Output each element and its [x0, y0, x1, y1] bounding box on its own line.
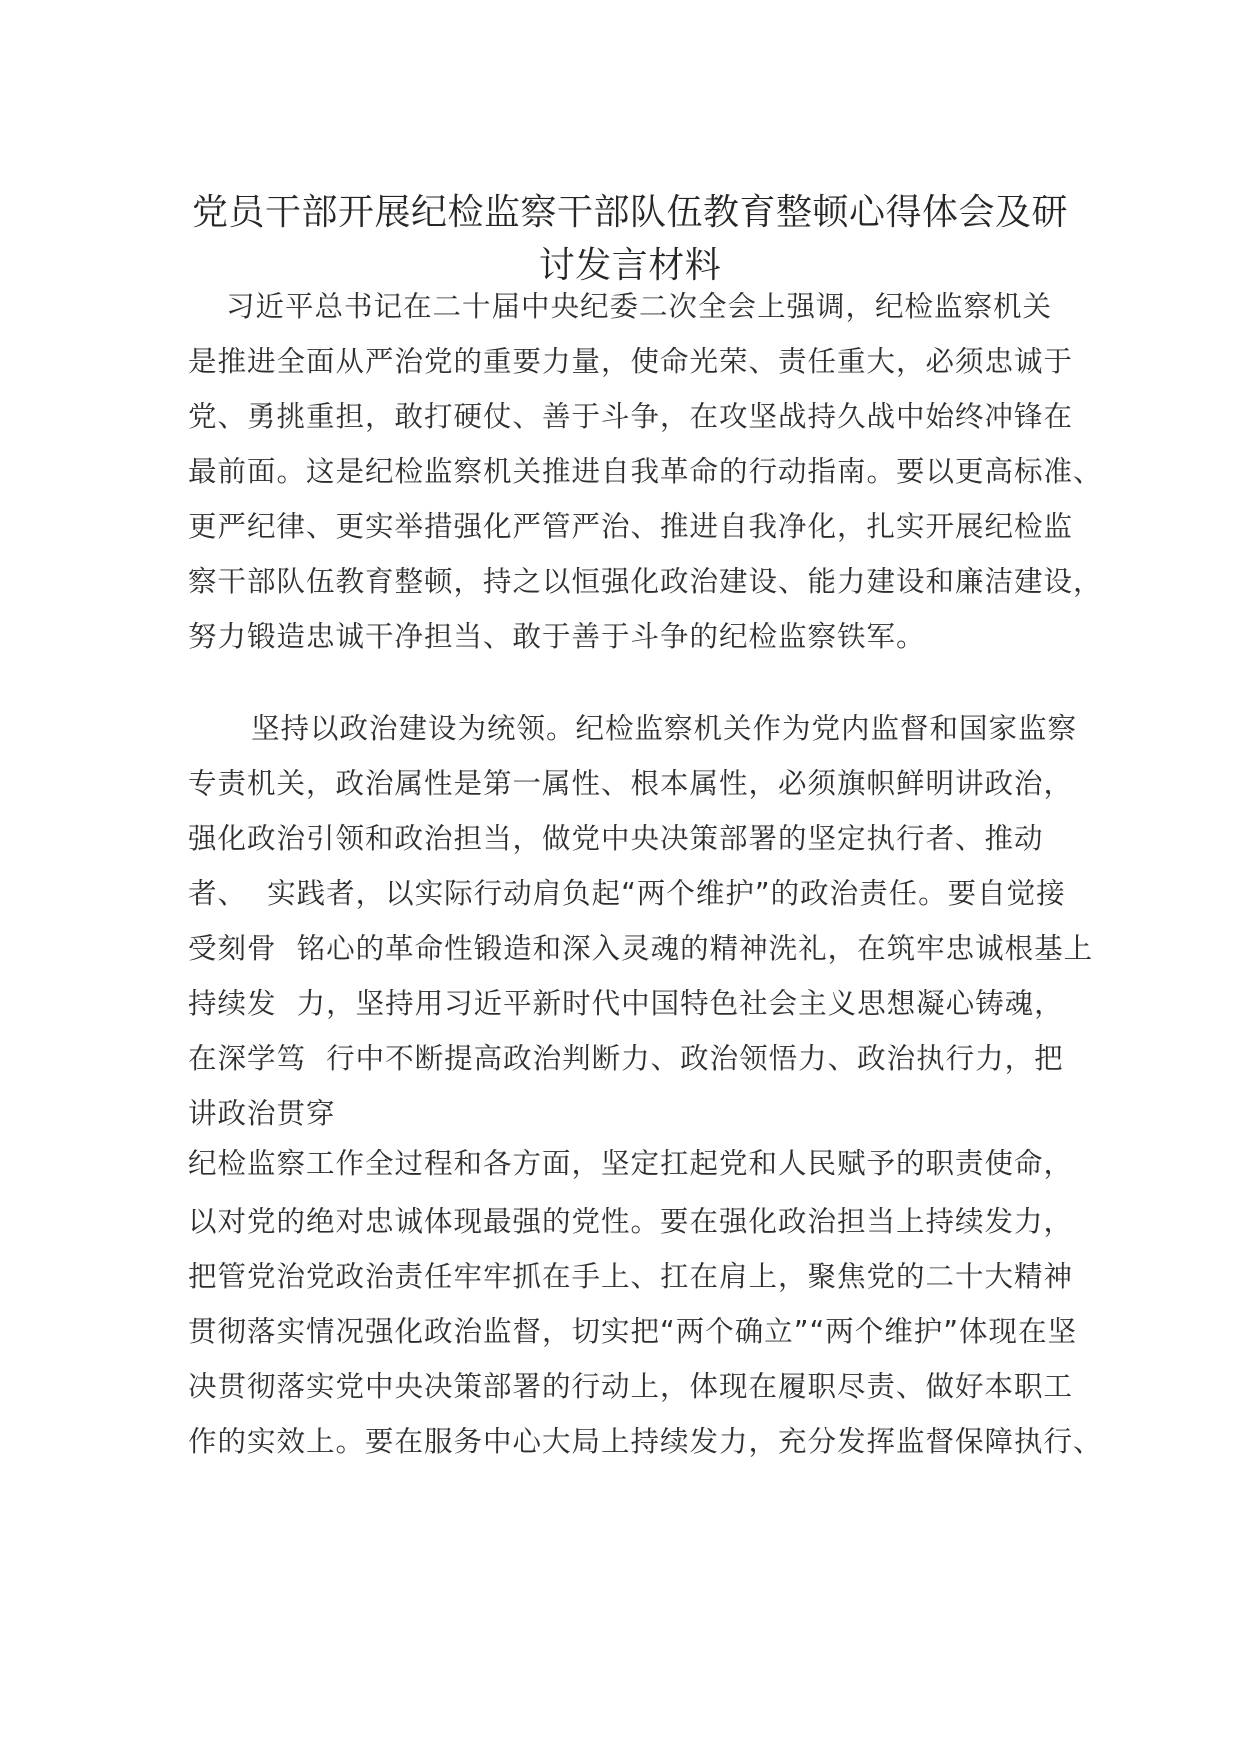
paragraph-line: 讲政治贯穿 [188, 1097, 336, 1130]
paragraph-line: 党、勇挑重担，敢打硬仗、善于斗争，在攻坚战持久战中始终冲锋在 [188, 400, 1074, 433]
paragraph-line: 纪检监察工作全过程和各方面，坚定扛起党和人民赋予的职责使命， [188, 1147, 1074, 1180]
paragraph-line: 以对党的绝对忠诚体现最强的党性。要在强化政治担当上持续发力， [188, 1205, 1074, 1238]
paragraph-line: 最前面。这是纪检监察机关推进自我革命的行动指南。要以更高标准、 [188, 455, 1103, 488]
paragraph-line: 持续发 力，坚持用习近平新时代中国特色社会主义思想凝心铸魂， [188, 987, 1064, 1020]
paragraph-line: 决贯彻落实党中央决策部署的行动上，体现在履职尽责、做好本职工 [188, 1370, 1074, 1403]
paragraph-line: 贯彻落实情况强化政治监督，切实把“两个确立”“两个维护”体现在坚 [188, 1315, 1078, 1348]
paragraph-line: 习近平总书记在二十届中央纪委二次全会上强调，纪检监察机关 [226, 290, 1053, 323]
paragraph-line: 坚持以政治建设为统领。纪检监察机关作为党内监督和国家监察 [251, 712, 1078, 745]
page-title: 党员干部开展纪检监察干部队伍教育整顿心得体会及研 [191, 192, 1068, 233]
paragraph-line: 受刻骨 铭心的革命性锻造和深入灵魂的精神洗礼，在筑牢忠诚根基上 [188, 932, 1094, 965]
paragraph-line: 是推进全面从严治党的重要力量，使命光荣、责任重大，必须忠诚于 [188, 345, 1074, 378]
paragraph-line: 察干部队伍教育整顿，持之以恒强化政治建设、能力建设和廉洁建设， [188, 565, 1103, 598]
page-title: 讨发言材料 [538, 245, 722, 286]
paragraph-line: 专责机关，政治属性是第一属性、根本属性，必须旗帜鲜明讲政治， [188, 767, 1074, 800]
paragraph-line: 努力锻造忠诚干净担当、敢于善于斗争的纪检监察铁军。 [188, 620, 926, 653]
paragraph-line: 在深学笃 行中不断提高政治判断力、政治领悟力、政治执行力，把 [188, 1042, 1064, 1075]
paragraph-line: 把管党治党政治责任牢牢抓在手上、扛在肩上，聚焦党的二十大精神 [188, 1260, 1074, 1293]
paragraph-line: 更严纪律、更实举措强化严管严治、推进自我净化，扎实开展纪检监 [188, 510, 1074, 543]
paragraph-line: 作的实效上。要在服务中心大局上持续发力，充分发挥监督保障执行、 [188, 1425, 1103, 1458]
paragraph-line: 强化政治引领和政治担当，做党中央决策部署的坚定执行者、推动 [188, 822, 1044, 855]
paragraph-line: 者、 实践者，以实际行动肩负起“两个维护”的政治责任。要自觉接 [188, 877, 1066, 910]
